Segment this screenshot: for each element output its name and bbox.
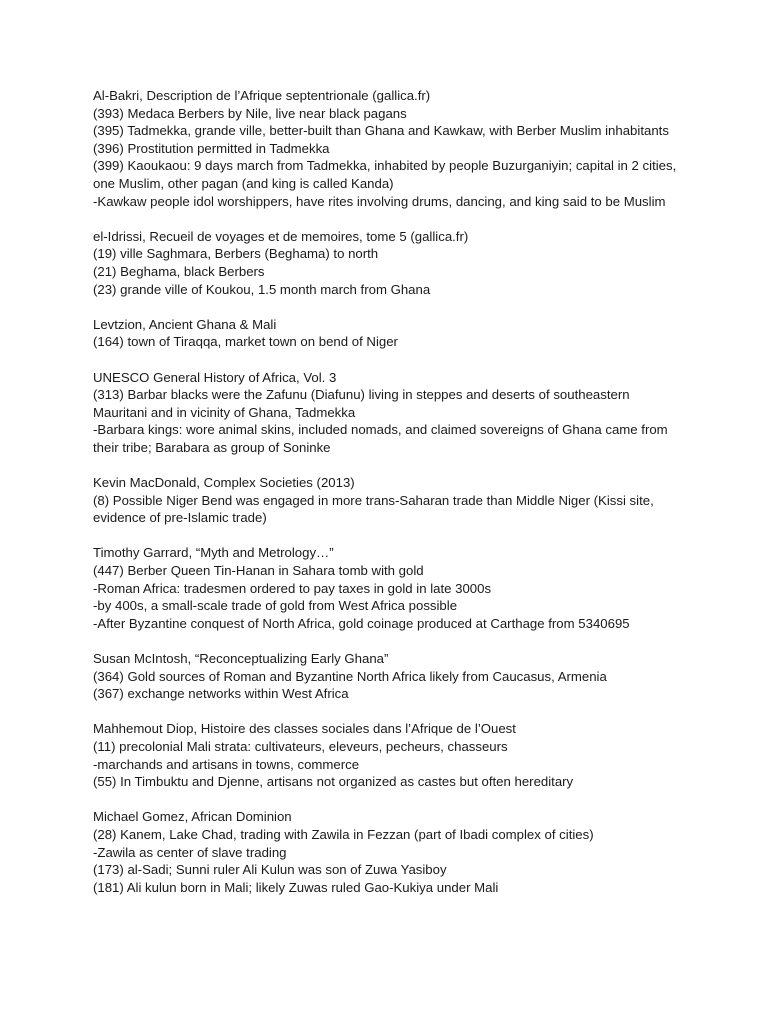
note-line: -Kawkaw people idol worshippers, have rites involving drums, dancing, and king said to be Muslim [93,193,666,209]
note-section [93,369,683,457]
note-line: (181) Ali kulun born in Mali; likely Zuwas ruled Gao-Kukiya under Mali [93,879,499,895]
note-line: (23) grande ville of Koukou, 1.5 month march from Ghana [93,281,431,297]
note-line: -Barbara kings: wore animal skins, included nomads, and claimed sovereigns of Ghana came from their tribe; Barabara as group of Soninke [93,422,668,455]
note-section [93,650,683,703]
note-line: (19) ville Saghmara, Berbers (Beghama) to north [93,246,379,262]
source-heading: Susan McIntosh, “Reconceptualizing Early Ghana” [93,651,389,666]
note-line: (447) Berber Queen Tin-Hanan in Sahara tomb with gold [93,563,424,579]
source-heading: Kevin MacDonald, Complex Societies (2013) [93,475,355,491]
note-section [93,808,683,896]
source-heading: Michael Gomez, African Dominion [93,809,292,825]
note-line: (21) Beghama, black Berbers [93,263,265,279]
note-line: (364) Gold sources of Roman and Byzantine North Africa likely from Caucasus, Armenia [93,668,607,684]
note-line: -Zawila as center of slave trading [93,844,287,860]
note-line: (395) Tadmekka, grande ville, better-built than Ghana and Kawkaw, with Berber Muslim inhabitants [93,123,669,139]
document-page [93,87,683,914]
source-heading: Timothy Garrard, “Myth and Metrology…” [93,545,334,561]
note-section [93,316,683,351]
note-section [93,474,683,527]
note-section [93,544,683,632]
note-line: -marchands and artisans in towns, commerce [93,756,360,772]
note-line: -Roman Africa: tradesmen ordered to pay taxes in gold in late 3000s [93,580,492,596]
note-section [93,87,683,210]
note-section [93,228,683,298]
source-heading: UNESCO General History of Africa, Vol. 3 [93,369,337,385]
source-heading: Levtzion, Ancient Ghana & Mali [93,316,277,332]
note-line: -by 400s, a small-scale trade of gold from West Africa possible [93,598,458,614]
source-heading: Mahhemout Diop, Histoire des classes sociales dans l’Afrique de l’Ouest [93,721,516,737]
note-line: (11) precolonial Mali strata: cultivateurs, eleveurs, pecheurs, chasseurs [93,738,508,754]
source-heading: el-Idrissi, Recueil de voyages et de memoires, tome 5 (gallica.fr) [93,228,469,244]
note-line: (8) Possible Niger Bend was engaged in more trans-Saharan trade than Middle Niger (Kissi site, evidence of pre-Islamic trade) [93,492,654,526]
note-line: (313) Barbar blacks were the Zafunu (Diafunu) living in steppes and deserts of southeastern Mauritani and in vicinity of Ghana, Tadmekka [93,387,630,420]
note-line: (55) In Timbuktu and Djenne, artisans not organized as castes but often hereditary [93,774,574,790]
note-line: -After Byzantine conquest of North Africa, gold coinage produced at Carthage from 5340695 [93,615,630,631]
source-heading: Al-Bakri, Description de l’Afrique septentrionale (gallica.fr) [93,88,431,103]
note-line: (393) Medaca Berbers by Nile, live near black pagans [93,105,407,121]
note-line: (173) al-Sadi; Sunni ruler Ali Kulun was son of Zuwa Yasiboy [93,862,447,878]
note-line: (399) Kaoukaou: 9 days march from Tadmekka, inhabited by people Buzurganiyin; capital in 2 cities, one Muslim, other pagan (and king is called Kanda) [93,158,677,191]
note-line: (367) exchange networks within West Africa [93,686,349,702]
note-section [93,720,683,790]
note-line: (396) Prostitution permitted in Tadmekka [93,140,330,156]
note-line: (164) town of Tiraqqa, market town on bend of Niger [93,334,398,350]
note-line: (28) Kanem, Lake Chad, trading with Zawila in Fezzan (part of Ibadi complex of cities) [93,826,594,842]
